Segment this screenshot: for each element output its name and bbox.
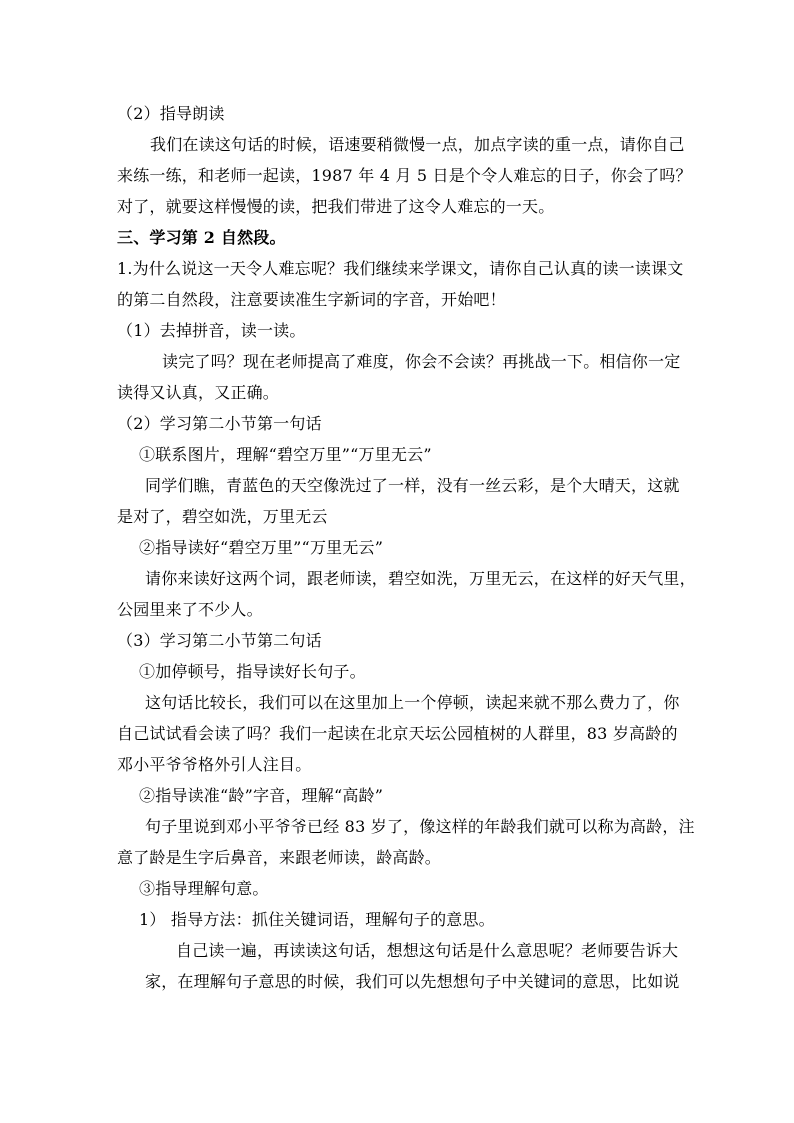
paragraph-line: 读完了吗？现在老师提高了难度，你会不会读？再挑战一下。相信你一定 xyxy=(162,352,681,371)
paragraph-line: 我们在读这句话的时候，语速要稍微慢一点，加点字读的重一点，请你自己 xyxy=(150,135,685,154)
paragraph-line: 是对了，碧空如洗，万里无云 xyxy=(117,507,328,526)
subheading-remove-pinyin: （1）去掉拼音，读一读。 xyxy=(117,321,306,340)
subheading-first-sentence: （2）学习第二小节第一句话 xyxy=(117,414,322,433)
paragraph-line: 这句话比较长，我们可以在这里加上一个停顿，读起来就不那么费力了，你 xyxy=(145,693,680,712)
list-item: ②指导读好“碧空万里”“万里无云” xyxy=(139,538,384,557)
subheading-guided-reading: （2）指导朗读 xyxy=(117,104,225,123)
paragraph-line: 对了，就要这样慢慢的读，把我们带进了这令人难忘的一天。 xyxy=(117,197,555,216)
paragraph-line: 邓小平爷爷格外引人注目。 xyxy=(117,755,312,774)
paragraph-line: 来练一练，和老师一起读，1987 年 4 月 5 日是个令人难忘的日子，你会了吗？ xyxy=(117,166,692,185)
paragraph-line: 请你来读好这两个词，跟老师读，碧空如洗，万里无云，在这样的好天气里， xyxy=(145,569,696,588)
list-item: ③指导理解句意。 xyxy=(139,879,269,898)
paragraph-line: 句子里说到邓小平爷爷已经 83 岁了，像这样的年龄我们就可以称为高龄，注 xyxy=(145,817,695,836)
paragraph-line: 自己读一遍，再读读这句话，想想这句话是什么意思呢？老师要告诉大 xyxy=(176,941,679,960)
paragraph-line: 公园里来了不少人。 xyxy=(117,600,263,619)
paragraph-line: 1.为什么说这一天令人难忘呢？我们继续来学课文，请你自己认真的读一读课文 xyxy=(117,259,684,278)
paragraph-line: 自己试试看会读了吗？我们一起读在北京天坛公园植树的人群里，83 岁高龄的 xyxy=(117,724,678,743)
list-item: ①加停顿号，指导读好长句子。 xyxy=(139,662,366,681)
paragraph-line: 读得又认真，又正确。 xyxy=(117,383,280,402)
paragraph-line: 同学们瞧，青蓝色的天空像洗过了一样，没有一丝云彩，是个大晴天，这就 xyxy=(145,476,680,495)
paragraph-line: 意了龄是生字后鼻音，来跟老师读，龄高龄。 xyxy=(117,848,442,867)
list-item: ①联系图片，理解“碧空万里”“万里无云” xyxy=(139,445,432,464)
section-heading: 三、学习第 2 自然段。 xyxy=(117,228,286,247)
paragraph-line: 的第二自然段，注意要读准生字新词的字音，开始吧！ xyxy=(117,290,506,309)
paragraph-line: 家，在理解句子意思的时候，我们可以先想想句子中关键词的意思，比如说 xyxy=(145,972,680,991)
list-item: 1） 指导方法：抓住关键词语，理解句子的意思。 xyxy=(139,910,495,929)
list-item: ②指导读准“龄”字音，理解“高龄” xyxy=(139,786,384,805)
subheading-second-sentence: （3）学习第二小节第二句话 xyxy=(117,631,322,650)
